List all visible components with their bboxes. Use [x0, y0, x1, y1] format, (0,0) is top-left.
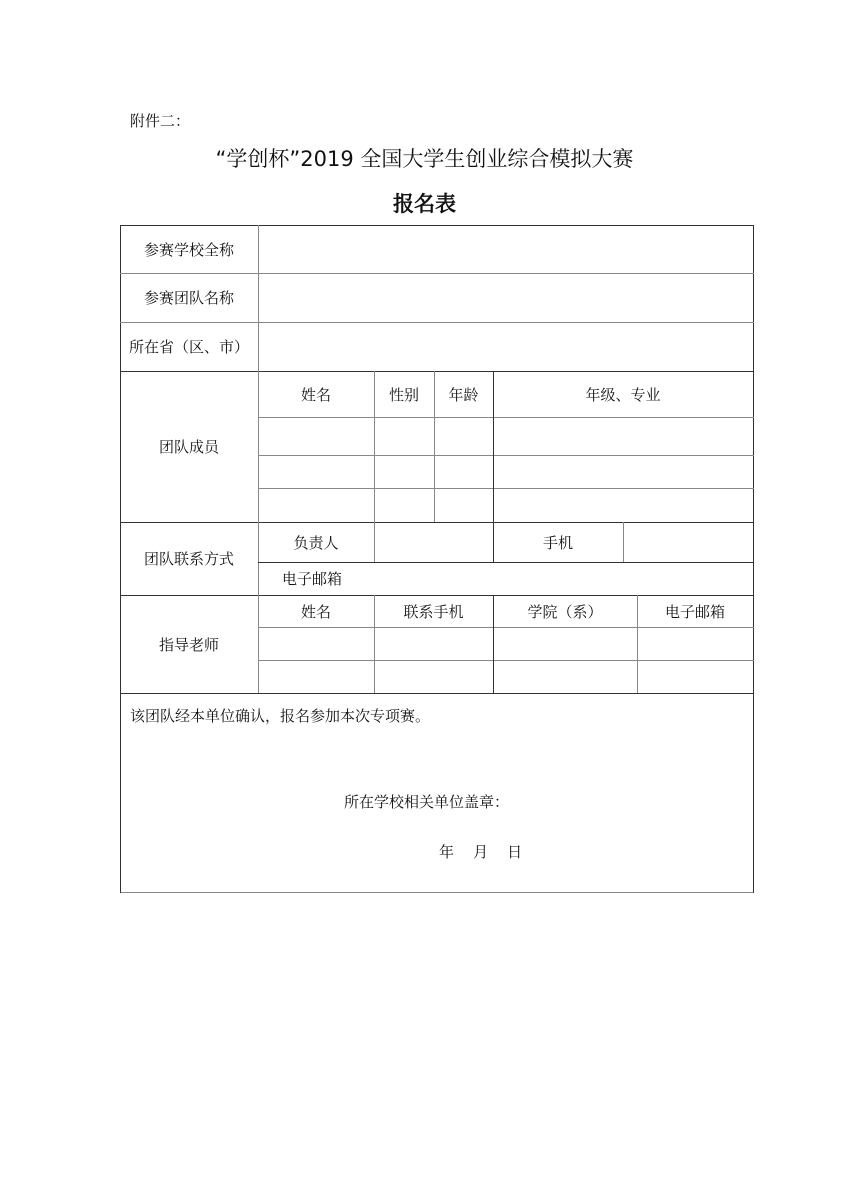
province-label: 所在省（区、市）	[128, 338, 249, 356]
declaration-text: 该团队经本单位确认，报名参加本次专项赛。	[130, 707, 431, 725]
member-1-gender-input[interactable]	[375, 418, 434, 455]
school-label: 参赛学校全称	[143, 240, 234, 259]
registration-form	[120, 225, 754, 893]
members-col-gender: 性别	[388, 385, 419, 404]
advisor-1-email-input[interactable]	[638, 628, 753, 660]
members-col-grade-major: 年级、专业	[585, 385, 661, 404]
leader-label: 负责人	[293, 533, 339, 552]
page-subtitle: 报名表	[393, 192, 456, 216]
member-2-name-input[interactable]	[259, 456, 374, 488]
school-input[interactable]	[259, 226, 753, 273]
advisor-col-email: 电子邮箱	[664, 602, 725, 621]
member-3-gender-input[interactable]	[375, 489, 434, 522]
phone-input[interactable]	[624, 523, 753, 562]
advisor-col-college: 学院（系）	[527, 602, 603, 621]
advisor-section-label: 指导老师	[158, 635, 219, 654]
member-3-grade-major-input[interactable]	[494, 489, 753, 522]
leader-input[interactable]	[375, 523, 493, 562]
members-col-name: 姓名	[300, 385, 331, 404]
team-name-input[interactable]	[259, 274, 753, 322]
page-title: “学创杯”2019 全国大学生创业综合模拟大赛	[215, 147, 634, 171]
stamp-label: 所在学校相关单位盖章：	[344, 793, 510, 811]
advisor-2-college-input[interactable]	[494, 661, 637, 693]
member-3-name-input[interactable]	[259, 489, 374, 522]
advisor-2-phone-input[interactable]	[375, 661, 493, 693]
advisor-1-phone-input[interactable]	[375, 628, 493, 660]
advisor-col-name: 姓名	[300, 602, 331, 621]
member-2-grade-major-input[interactable]	[494, 456, 753, 488]
member-2-gender-input[interactable]	[375, 456, 434, 488]
border-right	[753, 225, 754, 893]
attachment-label: 附件二：	[130, 112, 191, 130]
advisor-col-phone: 联系手机	[403, 602, 464, 621]
phone-label: 手机	[542, 533, 573, 552]
member-2-age-input[interactable]	[435, 456, 493, 488]
members-section-label: 团队成员	[158, 438, 219, 456]
row-divider	[120, 693, 754, 694]
email-label: 电子邮箱	[282, 570, 343, 588]
member-3-age-input[interactable]	[435, 489, 493, 522]
member-1-grade-major-input[interactable]	[494, 418, 753, 455]
advisor-2-name-input[interactable]	[259, 661, 374, 693]
member-1-age-input[interactable]	[435, 418, 493, 455]
advisor-1-name-input[interactable]	[259, 628, 374, 660]
members-col-age: 年龄	[448, 385, 479, 404]
member-1-name-input[interactable]	[259, 418, 374, 455]
signature-date: 年 月 日	[439, 843, 523, 861]
advisor-2-email-input[interactable]	[638, 661, 753, 693]
team-name-label: 参赛团队名称	[143, 289, 234, 307]
email-input[interactable]	[382, 563, 753, 595]
province-input[interactable]	[259, 323, 753, 371]
advisor-1-college-input[interactable]	[494, 628, 637, 660]
border-bottom	[120, 892, 754, 893]
contact-section-label: 团队联系方式	[143, 550, 234, 568]
